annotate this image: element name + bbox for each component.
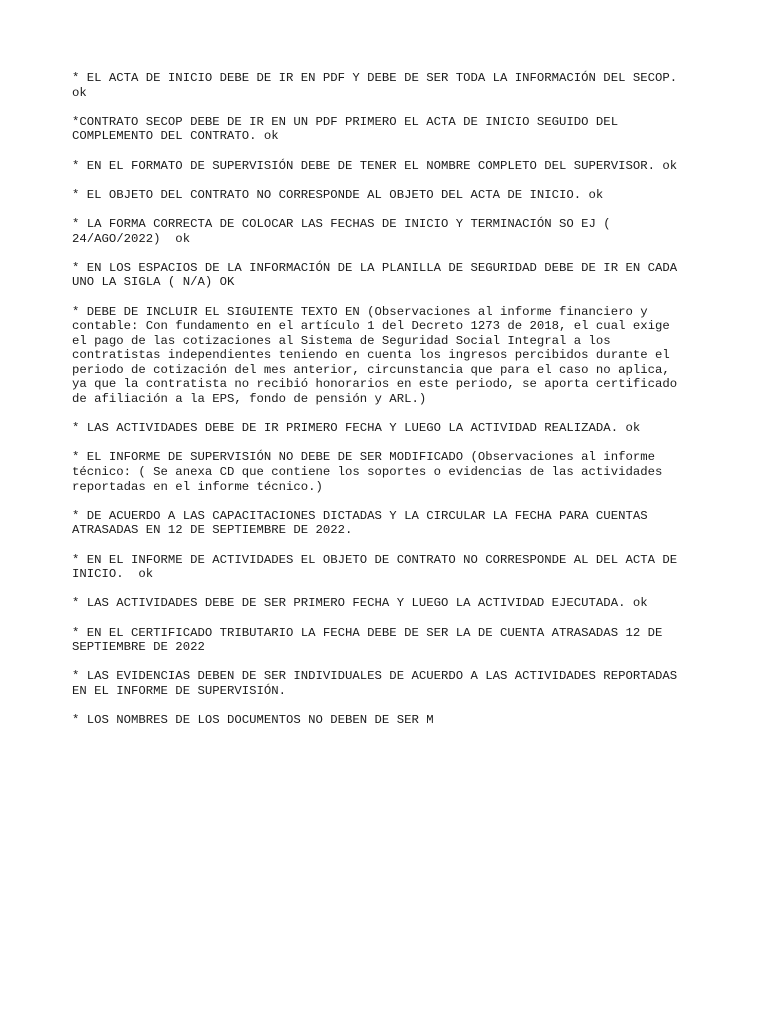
paragraph-formato-supervision: * EN EL FORMATO DE SUPERVISIÓN DEBE DE TENER EL NOMBRE COMPLETO DEL SUPERVISOR. ok	[72, 158, 678, 173]
paragraph-capacitaciones: * DE ACUERDO A LAS CAPACITACIONES DICTADAS Y LA CIRCULAR LA FECHA PARA CUENTAS ATRASADAS EN 12 DE SEPTIEMBRE DE 2022.	[72, 508, 648, 538]
paragraph-informe-actividades: * EN EL INFORME DE ACTIVIDADES EL OBJETO DE CONTRATO NO CORRESPONDE AL DEL ACTA DE INICIO. ok	[72, 552, 678, 582]
paragraph-actividades-fecha: * LAS ACTIVIDADES DEBE DE IR PRIMERO FECHA Y LUEGO LA ACTIVIDAD REALIZADA. ok	[72, 421, 641, 436]
paragraph-objeto-contrato: * EL OBJETO DEL CONTRATO NO CORRESPONDE AL OBJETO DEL ACTA DE INICIO. ok	[72, 187, 604, 202]
paragraph-planilla-seguridad: * EN LOS ESPACIOS DE LA INFORMACIÓN DE LA PLANILLA DE SEGURIDAD DEBE DE IR EN CADA UNO LA SIGLA ( N/A) OK	[72, 260, 678, 290]
paragraph-certificado-tributario: * EN EL CERTIFICADO TRIBUTARIO LA FECHA DEBE DE SER LA DE CUENTA ATRASADAS 12 DE SEPTIEMBRE DE 2022	[72, 625, 663, 655]
document-page	[72, 71, 700, 742]
paragraph-contrato-secop: *CONTRATO SECOP DEBE DE IR EN UN PDF PRIMERO EL ACTA DE INICIO SEGUIDO DEL COMPLEMENTO DEL CONTRATO. ok	[72, 114, 619, 144]
paragraph-informe-supervision: * EL INFORME DE SUPERVISIÓN NO DEBE DE SER MODIFICADO (Observaciones al informe técnico: ( Se anexa CD que contiene los soportes o evidencias de las actividades reportadas en el informe técnico.)	[72, 450, 663, 494]
paragraph-nombres-documentos: * LOS NOMBRES DE LOS DOCUMENTOS NO DEBEN DE SER M	[72, 713, 434, 728]
paragraph-texto-observaciones: * DEBE DE INCLUIR EL SIGUIENTE TEXTO EN (Observaciones al informe financiero y contable: Con fundamento en el artículo 1 del Decreto 1273 de 2018, el cual exige el pago de las cotizaciones al Sistema de Seguridad Social Integral a los contratistas independientes teniendo en cuenta los ingresos percibidos durante el periodo de cotización del mes anterior, circunstancia que para el caso no aplica, ya que la contratista no recibió honorarios en este periodo, se aporta certificado de afiliación a la EPS, fondo de pensión y ARL.)	[72, 304, 678, 407]
paragraph-actividades-ejecutada: * LAS ACTIVIDADES DEBE DE SER PRIMERO FECHA Y LUEGO LA ACTIVIDAD EJECUTADA. ok	[72, 596, 648, 611]
paragraph-evidencias: * LAS EVIDENCIAS DEBEN DE SER INDIVIDUALES DE ACUERDO A LAS ACTIVIDADES REPORTADAS EN EL INFORME DE SUPERVISIÓN.	[72, 669, 678, 698]
paragraph-forma-fechas: * LA FORMA CORRECTA DE COLOCAR LAS FECHAS DE INICIO Y TERMINACIÓN SO EJ ( 24/AGO/2022) ok	[72, 216, 611, 246]
paragraph-acta-inicio-pdf: * EL ACTA DE INICIO DEBE DE IR EN PDF Y DEBE DE SER TODA LA INFORMACIÓN DEL SECOP. ok	[72, 71, 678, 100]
